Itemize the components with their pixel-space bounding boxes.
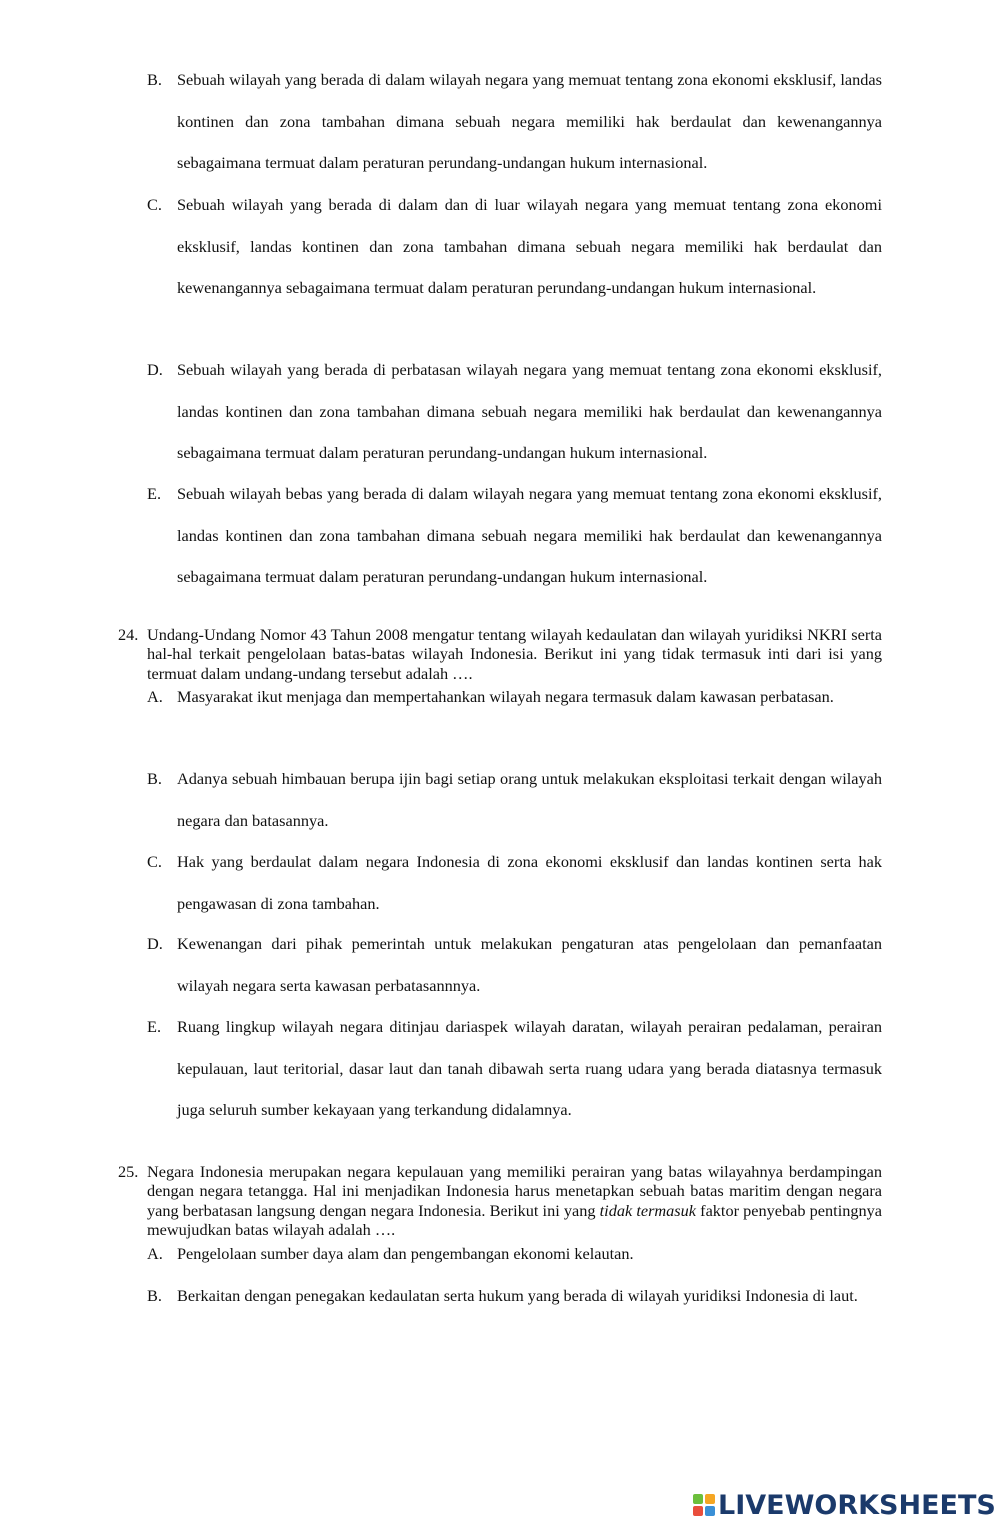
- option-letter: B.: [147, 70, 162, 89]
- option-letter: D.: [147, 360, 163, 379]
- q23-option-d[interactable]: [147, 349, 882, 474]
- option-text: Pengelolaan sumber daya alam dan pengembangan ekonomi kelautan.: [177, 1244, 634, 1263]
- option-letter: B.: [147, 769, 162, 788]
- option-letter: A.: [147, 687, 163, 706]
- q23-option-c[interactable]: [147, 184, 882, 309]
- question-text-emphasis: tidak termasuk: [599, 1200, 697, 1220]
- question-text: Undang-Undang Nomor 43 Tahun 2008 mengatur tentang wilayah kedaulatan dan wilayah yuridiksi NKRI serta hal-hal terkait pengelolaan batas-batas wilayah Indonesia. Berikut ini yang tidak termasuk inti dari isi yang termuat dalam undang-undang tersebut adalah ….: [147, 625, 882, 683]
- q24-option-c[interactable]: [147, 841, 882, 924]
- question-text: [147, 1162, 882, 1240]
- q25-option-a[interactable]: [147, 1233, 882, 1275]
- q23-option-e[interactable]: [147, 473, 882, 598]
- q23-option-b[interactable]: [147, 59, 882, 184]
- logo-square-icon: [693, 1494, 703, 1504]
- question-number: 25.: [118, 1162, 139, 1181]
- option-text: Ruang lingkup wilayah negara ditinjau dariaspek wilayah daratan, wilayah perairan pedalaman, perairan kepulauan, laut teritorial, dasar laut dan tanah dibawah serta ruang udara yang berada diatasnya termasuk juga seluruh sumber kekayaan yang terkandung didalamnya.: [177, 1017, 882, 1119]
- option-text: Hak yang berdaulat dalam negara Indonesia di zona ekonomi eksklusif dan landas kontinen serta hak pengawasan di zona tambahan.: [177, 852, 882, 913]
- option-text: Adanya sebuah himbauan berupa ijin bagi setiap orang untuk melakukan eksploitasi terkait dengan wilayah negara dan batasannya.: [177, 769, 882, 830]
- option-letter: C.: [147, 852, 162, 871]
- option-text: Kewenangan dari pihak pemerintah untuk melakukan pengaturan atas pengelolaan dan pemanfaatan wilayah negara serta kawasan perbatasannnya.: [177, 934, 882, 995]
- option-text: Sebuah wilayah bebas yang berada di dalam wilayah negara yang memuat tentang zona ekonomi eksklusif, landas kontinen dan zona tambahan dimana sebuah negara memiliki hak berdaulat dan kewenangannya sebagaimana termuat dalam peraturan perundang-undangan hukum internasional.: [177, 484, 882, 586]
- option-text: Berkaitan dengan penegakan kedaulatan serta hukum yang berada di wilayah yuridiksi Indonesia di laut.: [177, 1286, 858, 1305]
- q24-option-a[interactable]: [147, 676, 882, 718]
- liveworksheets-logo[interactable]: [693, 1488, 996, 1522]
- logo-square-icon: [693, 1506, 703, 1516]
- logo-square-icon: [705, 1506, 715, 1516]
- q24-option-e[interactable]: [147, 1006, 882, 1131]
- option-letter: E.: [147, 484, 162, 503]
- q25-option-b[interactable]: [147, 1275, 882, 1317]
- question-24: [118, 625, 882, 683]
- option-letter: B.: [147, 1286, 162, 1305]
- option-text: Sebuah wilayah yang berada di dalam wilayah negara yang memuat tentang zona ekonomi eksklusif, landas kontinen dan zona tambahan dimana sebuah negara memiliki hak berdaulat dan kewenangannya sebagaimana termuat dalam peraturan perundang-undangan hukum internasional.: [177, 70, 882, 172]
- question-number: 24.: [118, 625, 139, 644]
- option-letter: D.: [147, 934, 163, 953]
- option-text: Sebuah wilayah yang berada di perbatasan wilayah negara yang memuat tentang zona ekonomi eksklusif, landas kontinen dan zona tambahan dimana sebuah negara memiliki hak berdaulat dan kewenangannya sebagaimana termuat dalam peraturan perundang-undangan hukum internasional.: [177, 360, 882, 462]
- option-letter: A.: [147, 1244, 163, 1263]
- logo-text: LIVEWORKSHEETS: [718, 1489, 996, 1521]
- option-letter: E.: [147, 1017, 162, 1036]
- question-25: [118, 1162, 882, 1240]
- q24-option-d[interactable]: [147, 923, 882, 1006]
- option-text: Masyarakat ikut menjaga dan mempertahankan wilayah negara termasuk dalam kawasan perbatasan.: [177, 687, 834, 706]
- question-text-part: Negara Indonesia merupakan negara kepulauan yang memiliki perairan yang batas wilayahnya berdampingan dengan negara tetangga. Hal ini menjadikan Indonesia harus menetapkan sebuah batas maritim dengan negara yang berbatasan langsung dengan negara Indonesia. Berikut ini yang: [147, 1162, 882, 1220]
- option-text: Sebuah wilayah yang berada di dalam dan di luar wilayah negara yang memuat tentang zona ekonomi eksklusif, landas kontinen dan zona tambahan dimana sebuah negara memiliki hak berdaulat dan kewenangannya sebagaimana termuat dalam peraturan perundang-undangan hukum internasional.: [177, 195, 882, 297]
- question-text-part: faktor penyebab pentingnya mewujudkan batas wilayah adalah ….: [147, 1200, 883, 1240]
- q24-option-b[interactable]: [147, 758, 882, 841]
- liveworksheets-grid-icon: [693, 1494, 715, 1516]
- logo-square-icon: [705, 1494, 715, 1504]
- option-letter: C.: [147, 195, 162, 214]
